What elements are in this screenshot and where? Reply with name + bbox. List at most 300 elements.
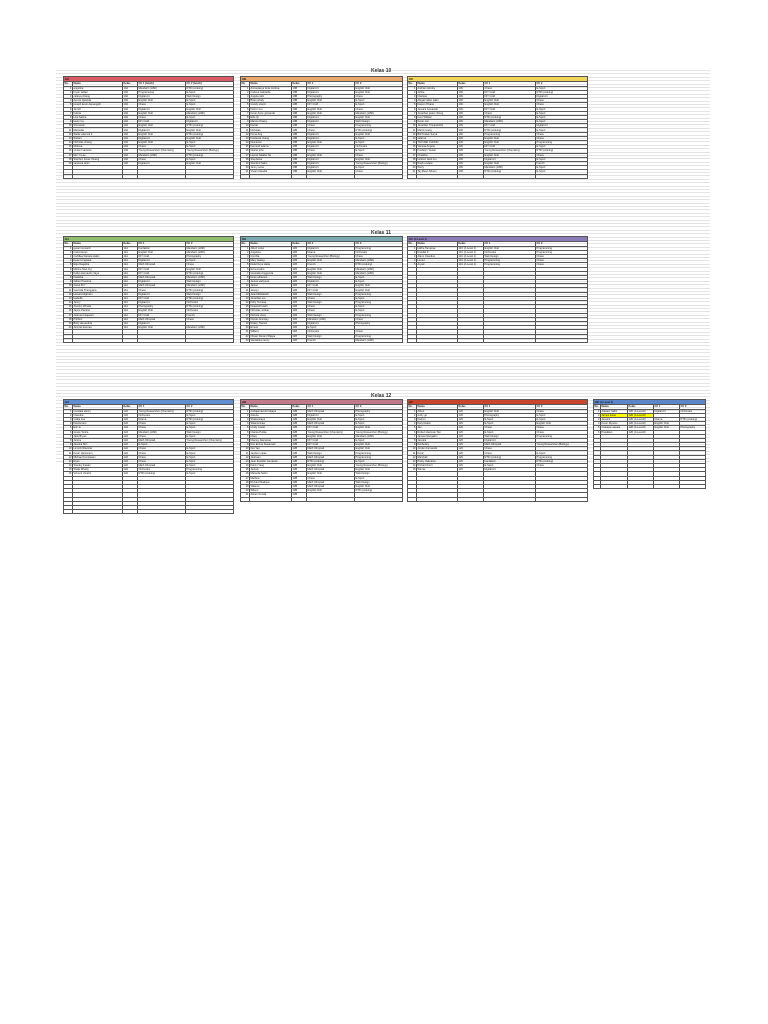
cc-cell: Young Researcher (Biology) (355, 430, 403, 434)
column-header: Kelas (292, 242, 307, 246)
student-name: James lucas (601, 413, 628, 417)
cc-cell: E-Sport (484, 430, 536, 434)
class-cell: 11A (123, 317, 138, 321)
cc-cell: E-Sport (355, 305, 403, 309)
student-name: Natasha (73, 275, 123, 279)
cc-cell: DIY Craft (307, 426, 355, 430)
student-name: Jessica (601, 417, 628, 421)
row-number: 8 (241, 275, 250, 279)
class-cell: 11B (292, 326, 307, 330)
cc-cell (680, 484, 706, 488)
cc-cell: English Club (307, 153, 355, 157)
cc-cell: Math Olimpiad (138, 438, 186, 442)
class-cell: 10C (458, 94, 484, 98)
cc-cell (536, 174, 588, 178)
class-cell: 10A (123, 120, 138, 124)
class-cell: 12C (458, 434, 484, 438)
student-name (73, 174, 123, 178)
class-table-10b (240, 76, 403, 179)
column-header: No. (408, 405, 417, 409)
cc-cell: Young Researcher (Chemistry) (307, 430, 355, 434)
class-cell: 10A (123, 86, 138, 90)
row-number: 14 (241, 464, 250, 468)
gridline (56, 379, 710, 380)
row-number: 10 (64, 447, 73, 451)
student-name: Kevin Hansmeru (73, 451, 123, 455)
cc-cell (355, 497, 403, 501)
cc-cell: Math Olimpiad (307, 447, 355, 451)
row-number: 5 (594, 426, 601, 430)
cc-cell: Digital Art (138, 280, 186, 284)
gridline (56, 345, 710, 346)
cc-cell: English Club (355, 90, 403, 94)
cc-cell: E-Sport (138, 443, 186, 447)
cc-cell: Mandarin (HSK) (186, 111, 234, 115)
student-name: Stella Rihatty (73, 468, 123, 472)
cc-cell: Drama (138, 417, 186, 421)
row-number: 7 (408, 111, 417, 115)
student-name: Shakaniraya (250, 417, 292, 421)
row-number: 13 (64, 296, 73, 300)
class-cell (123, 510, 138, 514)
cc-cell: Digital Art (307, 86, 355, 90)
row-number: 3 (241, 417, 250, 421)
row-number: 18 (241, 157, 250, 161)
class-cell: 11C (A Level 1) (458, 254, 484, 258)
column-header: Kelas (123, 405, 138, 409)
row-number: 15 (241, 145, 250, 149)
student-name: Mei Yi Lee (73, 153, 123, 157)
cc-cell: E-Sport (355, 476, 403, 480)
class-cell: 10B (292, 111, 307, 115)
student-name: Marcellia (73, 128, 123, 132)
student-name (417, 174, 458, 178)
student-name: angelina (73, 86, 123, 90)
cc-cell: Orchestra (307, 330, 355, 334)
cc-cell: Programming (484, 259, 536, 263)
class-cell: 11A (123, 292, 138, 296)
row-number: 13 (241, 296, 250, 300)
class-table-12a (63, 399, 234, 514)
gridline (56, 179, 710, 180)
row-number: 12 (241, 292, 250, 296)
student-name: Hildra Tanujaya (417, 246, 458, 250)
cc-cell: Web Design (186, 292, 234, 296)
cc-cell: English Club (138, 99, 186, 103)
cc-cell: Chess (536, 464, 588, 468)
cc-cell: Chess (536, 409, 588, 413)
cc-cell: DIY Craft (307, 443, 355, 447)
class-table-12c (407, 399, 588, 502)
cc-cell: RTD (cooking) (355, 128, 403, 132)
student-name: Kevin Riyanto (601, 422, 628, 426)
cc-cell: Programming (536, 246, 588, 250)
cc-cell: Programming (536, 250, 588, 254)
student-name: Betty alexandria (73, 321, 123, 325)
gridline (56, 189, 710, 190)
row-number: 19 (241, 161, 250, 165)
column-header: Nama (601, 405, 628, 409)
cc-cell: Chess (536, 254, 588, 258)
row-number: 7 (64, 111, 73, 115)
student-name: Cynthia (250, 254, 292, 258)
student-name: Tay Bean Shuen (417, 170, 458, 174)
column-header: CC 2 (186, 242, 234, 246)
class-cell: 12B (292, 417, 307, 421)
cc-cell: English Club (186, 161, 234, 165)
student-name: Janses Rangalim (417, 434, 458, 438)
class-cell: 11C (A Level 1) (458, 259, 484, 263)
row-number: 9 (64, 443, 73, 447)
cc-cell: Chess (138, 422, 186, 426)
student-name: Pretty Valentina (417, 459, 458, 463)
student-name: Juan Franklin Gunawan (250, 459, 292, 463)
cc-cell (484, 497, 536, 501)
cc-cell: E-Sport (186, 434, 234, 438)
row-number: 16 (64, 472, 73, 476)
section-title-kelas-12: Kelas 12 (371, 393, 392, 399)
student-name: Wuzy (417, 166, 458, 170)
class-cell: 11A (123, 280, 138, 284)
class-cell (458, 338, 484, 342)
column-header: Nama (73, 82, 123, 86)
gridline (56, 362, 710, 363)
gridline (56, 352, 710, 353)
cc-cell: DIY Craft (307, 103, 355, 107)
cc-cell: Digital Art (307, 132, 355, 136)
class-cell: 12C (458, 459, 484, 463)
cc-cell: English Club (355, 157, 403, 161)
row-number: 7 (241, 111, 250, 115)
class-cell: 10A (123, 153, 138, 157)
student-name: Caleique aqcata (601, 426, 628, 430)
cc-cell: E-Sport (536, 157, 588, 161)
cc-cell (307, 174, 355, 178)
cc-cell: E-Sport (186, 103, 234, 107)
class-cell: 11B (292, 309, 307, 313)
cc-cell: E-Sport (536, 128, 588, 132)
cc-cell: English Club (484, 136, 536, 140)
cc-cell: English Club (484, 246, 536, 250)
student-name: Darren (417, 417, 458, 421)
student-name: Cindy Louell (250, 426, 292, 430)
class-cell: 12B (292, 468, 307, 472)
class-cell: 11B (292, 254, 307, 258)
class-cell: 12B (292, 443, 307, 447)
cc-cell: RTD (cooking) (186, 132, 234, 136)
class-cell: 12A (123, 464, 138, 468)
class-cell: 10A (123, 124, 138, 128)
row-number: 1 (408, 409, 417, 413)
cc-cell: Chess (484, 451, 536, 455)
cc-cell: RTD (cooking) (186, 153, 234, 157)
row-number: 10 (64, 284, 73, 288)
student-name: Darren Liu (250, 107, 292, 111)
cc-cell: E-Sport (355, 459, 403, 463)
class-cell: 12A (123, 455, 138, 459)
cc-cell (138, 174, 186, 178)
cc-cell: Orchestra (186, 301, 234, 305)
cc-cell: RTD (cooking) (186, 296, 234, 300)
class-cell: 11A (123, 246, 138, 250)
class-table-11a (63, 236, 234, 343)
cc-cell: E-Sport (355, 275, 403, 279)
column-header: CC 1 (654, 405, 680, 409)
cc-cell (484, 174, 536, 178)
cc-cell: Mandarin (HSK) (138, 153, 186, 157)
cc-cell: Math Olimpiad (138, 275, 186, 279)
cc-cell: Web Design (355, 472, 403, 476)
class-cell: 12C (458, 451, 484, 455)
cc-cell: E-Sport (355, 103, 403, 107)
row-number: 2 (408, 250, 417, 254)
row-number: 6 (241, 267, 250, 271)
class-name-banner: 12A (64, 400, 234, 405)
gridline (56, 223, 710, 224)
cc-cell: English Club (307, 464, 355, 468)
row-number: 5 (241, 263, 250, 267)
row-number: 11 (64, 288, 73, 292)
cc-cell: Chess (138, 426, 186, 430)
class-cell: 10A (123, 99, 138, 103)
class-cell (292, 497, 307, 501)
student-name: Jonathan Trisupardolo (417, 124, 458, 128)
class-cell (292, 174, 307, 178)
student-name: Lisa Sasha (73, 115, 123, 119)
cc-cell: Web Design (307, 334, 355, 338)
row-number: 4 (64, 99, 73, 103)
class-table-12d (593, 399, 706, 489)
cc-cell: Digital Art (138, 107, 186, 111)
cc-cell: Web Design (186, 94, 234, 98)
cc-cell: Photography (484, 413, 536, 417)
student-row (408, 338, 588, 342)
class-cell: 10C (458, 107, 484, 111)
class-cell: 11B (292, 292, 307, 296)
class-cell (123, 174, 138, 178)
row-number (241, 497, 250, 501)
student-row (64, 149, 234, 153)
class-cell: 10B (292, 141, 307, 145)
student-name: Nichola Unay (250, 313, 292, 317)
row-number: 19 (241, 484, 250, 488)
row-number: 1 (241, 86, 250, 90)
student-name: Michael Kurniawan (73, 455, 123, 459)
student-name: Stephanie (250, 157, 292, 161)
class-cell: 12A (123, 426, 138, 430)
cc-cell: Chess (307, 296, 355, 300)
class-cell (458, 497, 484, 501)
cc-cell: English Club (307, 489, 355, 493)
row-number: 12 (64, 132, 73, 136)
cc-cell: Chess (307, 128, 355, 132)
student-name: Wella valencia b (73, 132, 123, 136)
class-cell: 11B (292, 263, 307, 267)
class-cell: 10A (123, 103, 138, 107)
cc-cell: Math Olimpiad (307, 422, 355, 426)
class-cell: 12A (123, 430, 138, 434)
row-number: 6 (594, 430, 601, 434)
class-cell: 12A (123, 468, 138, 472)
row-number (64, 338, 73, 342)
column-header: No. (64, 82, 73, 86)
row-number: 9 (241, 443, 250, 447)
row-number: 7 (241, 434, 250, 438)
row-number: 13 (408, 459, 417, 463)
cc-cell: Web Design (307, 313, 355, 317)
cc-cell: Chess (307, 309, 355, 313)
cc-cell: Mandarin (HSK) (355, 271, 403, 275)
row-number: 1 (594, 409, 601, 413)
student-name: Cahillea Daniela Halim (73, 254, 123, 258)
cc-cell: Mandarin (HSK) (186, 326, 234, 330)
row-number: 7 (408, 434, 417, 438)
column-header: Kelas (292, 405, 307, 409)
row-number (594, 484, 601, 488)
cc-cell: English Club (307, 141, 355, 145)
cc-cell: Web Design (307, 451, 355, 455)
student-name: Dean albatrest (250, 275, 292, 279)
column-header: CC 1 (484, 242, 536, 246)
class-cell: 11B (292, 317, 307, 321)
student-name: Stephen lucas chuang (73, 157, 123, 161)
row-number: 4 (241, 259, 250, 263)
class-cell: 12A (123, 472, 138, 476)
student-name: Candala Henry (73, 409, 123, 413)
cc-cell: E-Sport (355, 296, 403, 300)
student-name: kevin roy (73, 120, 123, 124)
cc-cell: Digital Art (484, 438, 536, 442)
class-cell: 12C (458, 464, 484, 468)
cc-cell: Digital Art (307, 161, 355, 165)
cc-cell: Chess (138, 459, 186, 463)
student-name: Julien/Elizabeth (250, 292, 292, 296)
row-number: 11 (408, 451, 417, 455)
cc-cell: English Club (484, 141, 536, 145)
row-number: 20 (241, 326, 250, 330)
student-name: Davineveni (73, 422, 123, 426)
cc-cell: Digital Art (138, 321, 186, 325)
student-name: Felicia (73, 111, 123, 115)
student-name: Ezra Avalon (250, 267, 292, 271)
student-name: Claretha (73, 413, 123, 417)
cc-cell: E-Sport (186, 472, 234, 476)
student-name: Philbert (73, 317, 123, 321)
row-number: 21 (241, 493, 250, 497)
class-cell: 10A (123, 94, 138, 98)
student-name: Martin tsang (417, 128, 458, 132)
row-number: 8 (241, 438, 250, 442)
cc-cell: English Club (307, 259, 355, 263)
row-number: 2 (241, 250, 250, 254)
row-number: 2 (594, 413, 601, 417)
class-cell: 12B (292, 455, 307, 459)
cc-cell: E-Sport (536, 115, 588, 119)
cc-cell: Mandarin (HSK) (355, 338, 403, 342)
student-name: Ryan (73, 459, 123, 463)
class-cell: 12D (A Level2) (628, 417, 654, 421)
row-number: 16 (408, 149, 417, 153)
class-cell: 11A (123, 296, 138, 300)
column-header: CC 1 (138, 405, 186, 409)
row-number: 11 (241, 288, 250, 292)
student-name: Aryad (417, 263, 458, 267)
row-number: 18 (64, 157, 73, 161)
student-name: Vaniatiane lenny (250, 338, 292, 342)
class-cell: 10A (123, 141, 138, 145)
cc-cell: Web Design (484, 254, 536, 258)
class-cell: 12C (458, 447, 484, 451)
row-number: 10 (408, 124, 417, 128)
row-number: 21 (241, 330, 250, 334)
class-cell: 11B (292, 338, 307, 342)
cc-cell: Digital Art (138, 161, 186, 165)
column-header: CC 2 (536, 242, 588, 246)
class-cell: 12C (458, 426, 484, 430)
cc-cell: RTD (cooking) (355, 263, 403, 267)
class-cell: 10A (123, 149, 138, 153)
row-number: 9 (64, 120, 73, 124)
class-cell: 10B (292, 166, 307, 170)
class-cell: 10B (292, 115, 307, 119)
column-header: Nama (417, 405, 458, 409)
class-name-banner: 12B (241, 400, 403, 405)
row-number: 4 (408, 99, 417, 103)
cc-cell: RTD (cooking) (186, 124, 234, 128)
row-number: 19 (241, 321, 250, 325)
row-number: 5 (64, 426, 73, 430)
cc-cell: Programming (536, 455, 588, 459)
row-number: 18 (64, 317, 73, 321)
row-number: 17 (241, 476, 250, 480)
row-number: 2 (241, 413, 250, 417)
cc-cell: Web Design (355, 120, 403, 124)
cc-cell: RTD (cooking) (186, 86, 234, 90)
cc-cell (536, 497, 588, 501)
class-cell: 10C (458, 161, 484, 165)
cc-cell: DIY Craft (138, 267, 186, 271)
class-cell: 11A (123, 321, 138, 325)
cc-cell: English Club (355, 443, 403, 447)
column-header: No. (64, 405, 73, 409)
gridline (56, 366, 710, 367)
gridline (56, 196, 710, 197)
cc-cell: E-Sport (186, 259, 234, 263)
cc-cell: Digital Art (654, 409, 680, 413)
class-cell: 11A (123, 309, 138, 313)
cc-cell: Programming (186, 468, 234, 472)
column-header: No. (241, 242, 250, 246)
class-cell: 12B (292, 422, 307, 426)
student-name: Jolina (417, 90, 458, 94)
class-cell: 12B (292, 409, 307, 413)
row-number: 15 (241, 468, 250, 472)
cc-cell: English Club (138, 124, 186, 128)
student-name: Jessica Gunawati (417, 107, 458, 111)
row-number: 18 (408, 157, 417, 161)
column-header: Kelas (628, 405, 654, 409)
class-cell: 11A (123, 271, 138, 275)
cc-cell: Chess (355, 94, 403, 98)
class-cell: 12A (123, 409, 138, 413)
column-header: Kelas (458, 242, 484, 246)
class-cell: 12B (292, 484, 307, 488)
row-number: 6 (64, 430, 73, 434)
cc-cell: RTD (cooking) (484, 128, 536, 132)
student-name: Mary Huang (250, 259, 292, 263)
cc-cell: Chess (138, 455, 186, 459)
cc-cell: French (307, 338, 355, 342)
